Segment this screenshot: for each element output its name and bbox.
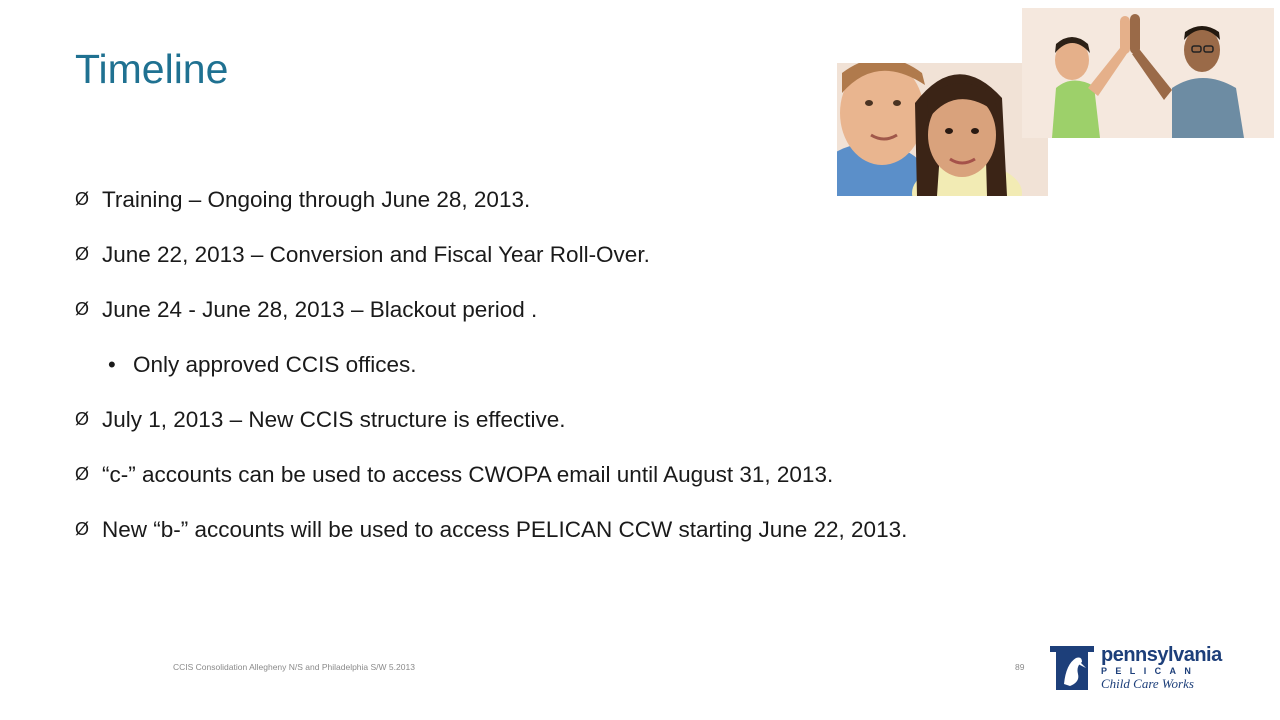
bullet-text: July 1, 2013 – New CCIS structure is effective.	[102, 406, 566, 432]
arrow-bullet-icon: Ø	[75, 409, 90, 429]
sub-bullet-item	[75, 337, 907, 392]
dot-bullet-icon: •	[108, 351, 116, 377]
bullet-item	[75, 172, 907, 227]
bullet-text: Training – Ongoing through June 28, 2013.	[102, 186, 531, 212]
slide-title: Timeline	[75, 46, 229, 92]
pennsylvania-pelican-logo	[1048, 640, 1228, 695]
logo-wordmark: pennsylvania	[1101, 644, 1222, 666]
arrow-bullet-icon: Ø	[75, 189, 90, 209]
arrow-bullet-icon: Ø	[75, 244, 90, 264]
high-five-photo	[1022, 8, 1274, 138]
bullet-text: Only approved CCIS offices.	[133, 351, 417, 377]
logo-pelican-text: PELICAN	[1101, 666, 1200, 676]
bullet-text: New “b-” accounts will be used to access PELICAN CCW starting June 22, 2013.	[102, 516, 908, 542]
bullet-item	[75, 502, 907, 557]
bullet-item	[75, 282, 907, 337]
arrow-bullet-icon: Ø	[75, 519, 90, 539]
footer-text: CCIS Consolidation Allegheny N/S and Philadelphia S/W 5.2013	[173, 662, 415, 672]
bullet-list	[75, 172, 907, 557]
page-number: 89	[1015, 662, 1025, 672]
bullet-item	[75, 227, 907, 282]
bullet-text: June 24 - June 28, 2013 – Blackout period .	[102, 296, 538, 322]
children-photo	[837, 63, 1048, 196]
bullet-item	[75, 392, 907, 447]
arrow-bullet-icon: Ø	[75, 464, 90, 484]
arrow-bullet-icon: Ø	[75, 299, 90, 319]
bullet-item	[75, 447, 907, 502]
bullet-text: “c-” accounts can be used to access CWOPA email until August 31, 2013.	[102, 461, 834, 487]
keystone-pelican-icon	[1048, 644, 1096, 692]
logo-tagline: Child Care Works	[1101, 676, 1194, 691]
bullet-text: June 22, 2013 – Conversion and Fiscal Year Roll-Over.	[102, 241, 650, 267]
